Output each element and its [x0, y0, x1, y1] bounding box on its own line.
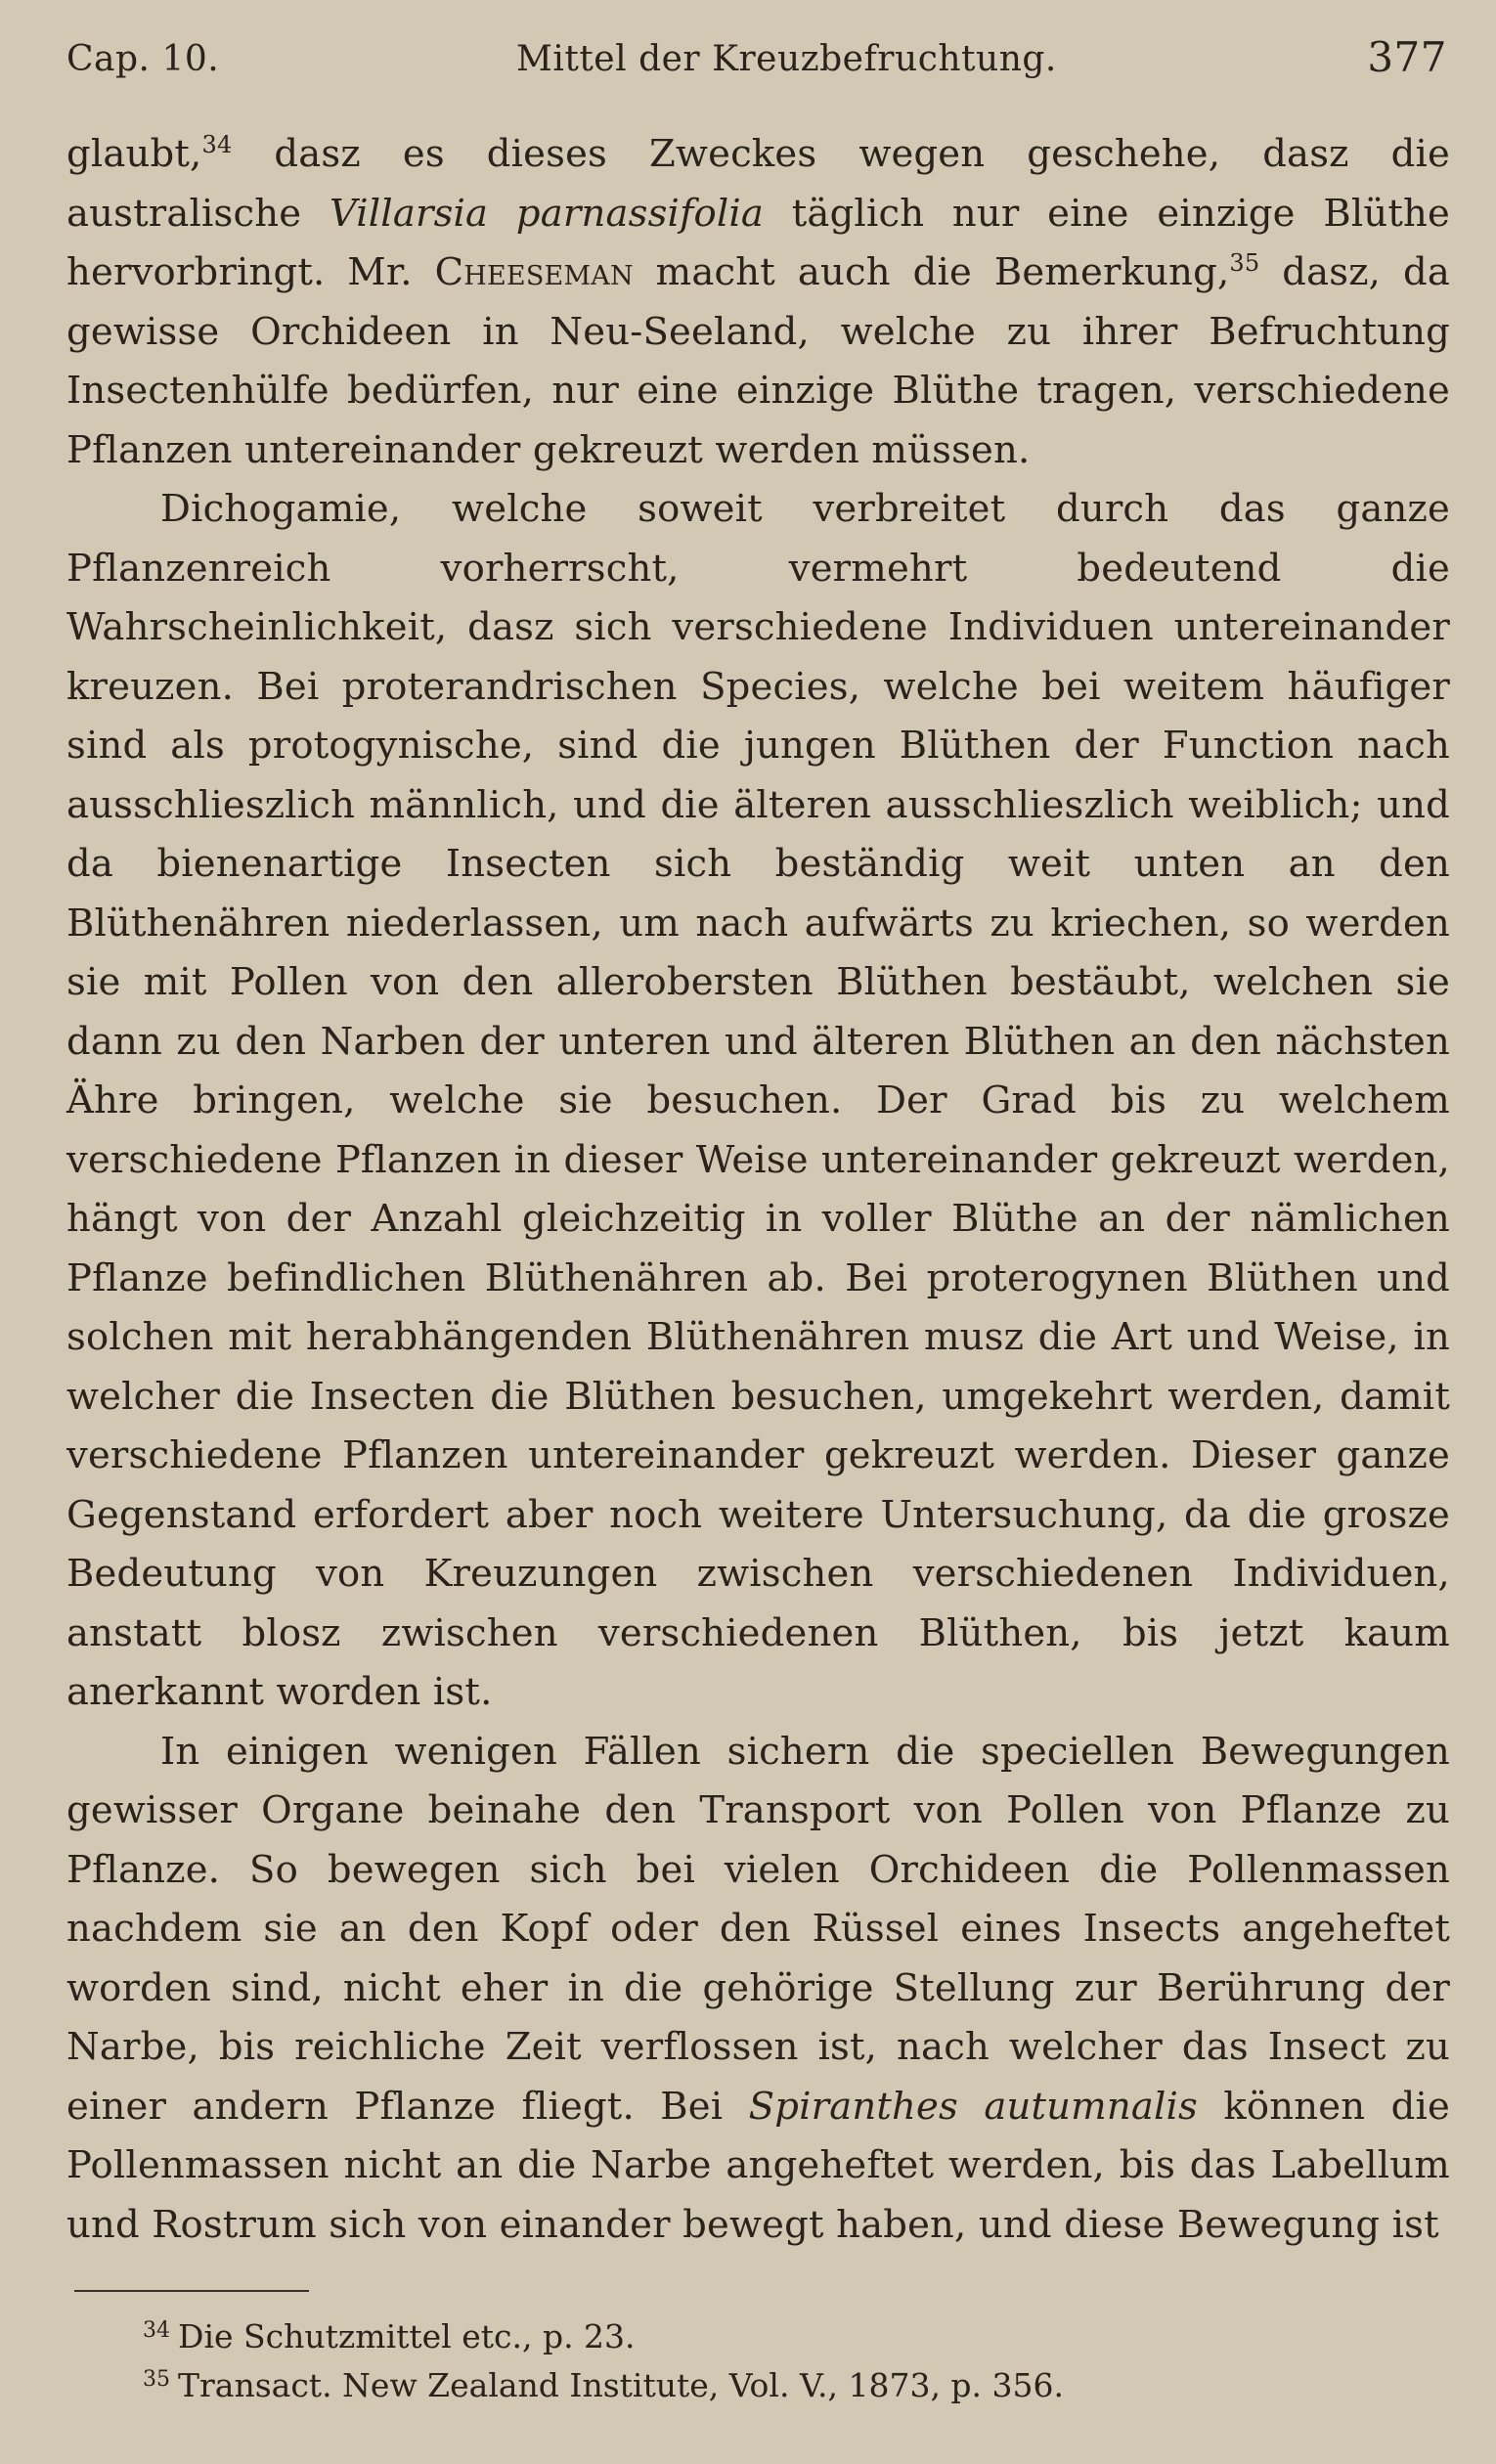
running-title: Mittel der Kreuzbefruchtung. — [516, 39, 1057, 79]
text-run: täglich nur eine einzige Blüthe hervorbringt. Mr. — [66, 191, 1450, 294]
text-run: Dichogamie, welche soweit verbreitet durch das ganze Pflanzenreich vorherrscht, vermehrt bedeutend die Wahrscheinlichkeit, dasz sich verschiedene Individuen untereinander kreuzen. Bei proterandrischen Species, welche bei weitem häufiger sind als protogynische, sind die jungen Blüthen der Function nach ausschlieszlich männlich, und die älteren ausschlieszlich weiblich; und da bienenartige Insecten sich beständig weit unten an den Blüthenähren niederlassen, um nach aufwärts zu kriechen, so werden sie mit Pollen von den allerobersten Blüthen bestäubt, welchen sie dann zu den Narben der unteren und älteren Blüthen an den nächsten Ähre bringen, welche sie besuchen. Der Grad bis zu welchem verschiedene Pflanzen in dieser Weise untereinander gekreuzt werden, hängt von der Anzahl gleichzeitig in voller Blüthe an der nämlichen Pflanze befindlichen Blüthenähren ab. Bei proterogynen Blüthen und solchen mit herabhängenden Blüthenähren musz die Art und Weise, in welcher die Insecten die Blüthen besuchen, umgekehrt werden, damit verschiedene Pflanzen untereinander gekreuzt werden. Dieser ganze Gegenstand erfordert aber noch weitere Untersuchung, da die grosze Bedeutung von Kreuzungen zwischen verschiedenen Individuen, anstatt blosz zwischen verschiedenen Blüthen, bis jetzt kaum anerkannt worden ist. — [66, 487, 1450, 1714]
italic-species-name: Villarsia parnassifolia — [329, 191, 765, 236]
text-run: können die Pollenmassen nicht an die Narbe angeheftet werden, bis das Labellum und Rostrum sich von einander bewegt haben, und diese Bewegung ist — [66, 2084, 1450, 2247]
footnotes — [143, 2312, 1414, 2410]
page-number: 377 — [1367, 33, 1447, 81]
italic-species-name: Spiranthes autumnalis — [748, 2084, 1198, 2129]
small-caps-name: Cheeseman — [434, 250, 634, 294]
text-run: dasz, da gewisse Orchideen in Neu-Seeland, welche zu ihrer Befruchtung Insectenhülfe bedürfen, nur eine einzige Blüthe tragen, verschiedene Pflanzen untereinander gekreuzt werden müssen. — [66, 250, 1450, 472]
footnote-text: Die Schutzmittel etc., p. 23. — [178, 2317, 636, 2355]
text-run: In einigen wenigen Fällen sichern die speciellen Bewegungen gewisser Organe beinahe den Transport von Pollen von Pflanze zu Pflanze. So bewegen sich bei vielen Orchideen die Pollenmassen nachdem sie an den Kopf oder den Rüssel eines Insects angeheftet worden sind, nicht eher in die gehörige Stellung zur Berührung der Narbe, bis reichliche Zeit verflossen ist, nach welcher das Insect zu einer andern Pflanze fliegt. Bei — [66, 1729, 1450, 2129]
chapter-label: Cap. 10. — [66, 39, 220, 79]
text-run: glaubt, — [66, 132, 202, 176]
running-header — [66, 33, 1447, 92]
footnote-number: 35 — [143, 2367, 170, 2392]
paragraph-2 — [66, 480, 1450, 1723]
paragraph-3 — [66, 1723, 1450, 2256]
footnote-number: 34 — [143, 2318, 170, 2343]
footnote-text: Transact. New Zealand Institute, Vol. V., 1873, p. 356. — [178, 2366, 1065, 2404]
footnote — [143, 2312, 1414, 2361]
footnote — [143, 2361, 1414, 2410]
text-run: dasz es dieses Zweckes wegen geschehe, dasz die australische — [66, 132, 1450, 236]
footnote-ref: 35 — [1229, 249, 1260, 277]
footnote-divider — [74, 2290, 309, 2292]
body-text — [66, 125, 1450, 2255]
text-run: macht auch die Bemerkung, — [633, 250, 1230, 294]
paragraph-1 — [66, 125, 1450, 480]
footnote-ref: 34 — [201, 131, 233, 158]
